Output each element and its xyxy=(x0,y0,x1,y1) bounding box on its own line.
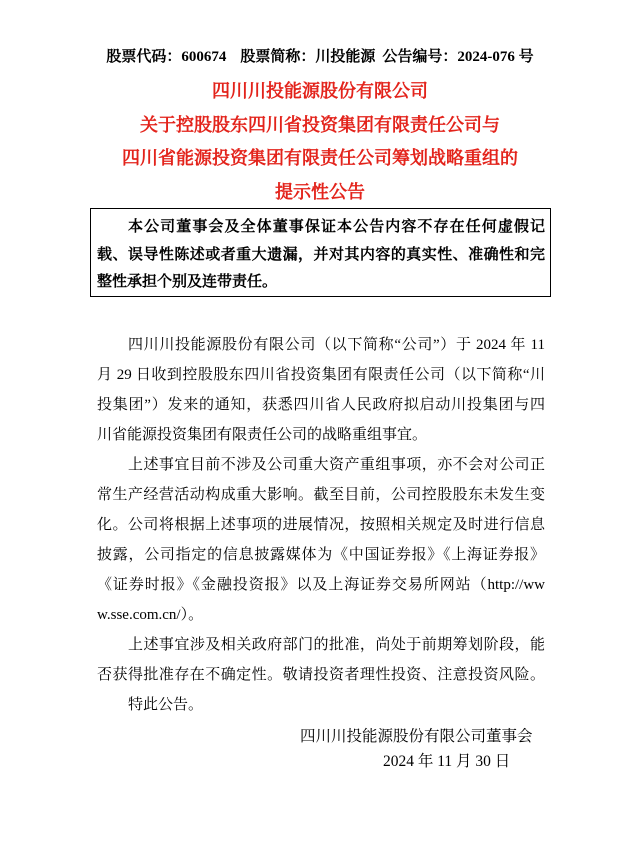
text-line: 化。公司将根据上述事项的进展情况，按照相关规定及时进行信息 xyxy=(97,517,545,533)
text-line: 上述事宜目前不涉及公司重大资产重组事项，亦不会对公司正 xyxy=(128,457,545,473)
announcement-header xyxy=(0,47,640,67)
paragraph xyxy=(97,450,545,630)
announcement-number: 公告编号：2024-076 号 xyxy=(382,49,534,65)
text-line: 投集团”）发来的通知，获悉四川省人民政府拟启动川投集团与四 xyxy=(97,397,545,413)
stock-code: 股票代码：600674 xyxy=(106,49,227,65)
disclaimer-line: 载、误导性陈述或者重大遗漏，并对其内容的真实性、准确性和完 xyxy=(97,246,545,263)
text-line: 常生产经营活动构成重大影响。截至目前，公司控股股东未发生变 xyxy=(97,487,545,503)
company-name-title: 四川川投能源股份有限公司 xyxy=(212,81,428,101)
disclaimer-box xyxy=(90,208,551,297)
disclaimer-line: 本公司董事会及全体董事保证本公告内容不存在任何虚假记 xyxy=(128,219,545,235)
stock-short-name: 股票简称：川投能源 xyxy=(240,49,376,65)
text-line: 上述事宜涉及相关政府部门的批准，尚处于前期筹划阶段，能 xyxy=(128,637,545,653)
text-line: 四川川投能源股份有限公司（以下简称“公司”）于 2024 年 11 xyxy=(128,337,545,353)
announcement-title xyxy=(0,75,640,209)
paragraph xyxy=(97,690,545,720)
text-line: 《证券时报》《金融投资报》以及上海证券交易所网站（http://ww xyxy=(97,577,545,593)
text-line: 川省能源投资集团有限责任公司的战略重组事宜。 xyxy=(97,427,428,443)
signature-company: 四川川投能源股份有限公司董事会 xyxy=(300,728,533,745)
paragraph xyxy=(97,630,545,690)
paragraph xyxy=(97,330,545,450)
text-line: 披露，公司指定的信息披露媒体为《中国证券报》《上海证券报》 xyxy=(97,547,545,563)
signature-date: 2024 年 11 月 30 日 xyxy=(383,753,511,770)
disclaimer-line: 整性承担个别及连带责任。 xyxy=(97,274,278,290)
announcement-body xyxy=(97,330,545,720)
text-line: w.sse.com.cn/）。 xyxy=(97,607,204,623)
title-line: 关于控股股东四川省投资集团有限责任公司与 xyxy=(140,114,500,135)
title-line: 提示性公告 xyxy=(275,181,365,202)
closing-line: 特此公告。 xyxy=(128,697,204,713)
text-line: 月 29 日收到控股股东四川省投资集团有限责任公司（以下简称“川 xyxy=(97,367,545,383)
text-line: 否获得批准存在不确定性。敬请投资者理性投资、注意投资风险。 xyxy=(97,667,545,683)
title-line: 四川省能源投资集团有限责任公司筹划战略重组的 xyxy=(122,148,518,168)
